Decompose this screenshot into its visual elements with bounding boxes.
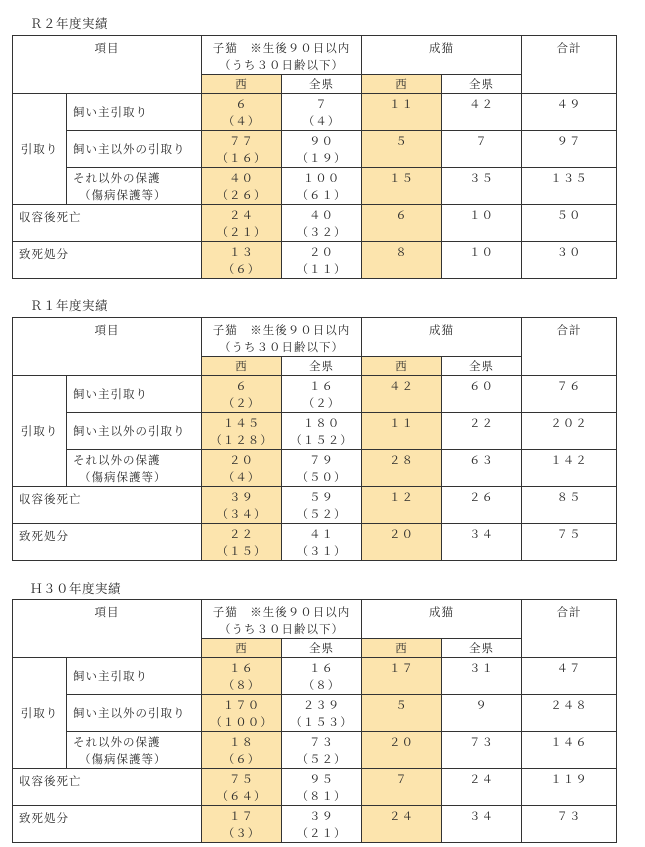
cell-adult-prefecture	[442, 524, 522, 561]
cell-total	[522, 769, 617, 806]
header-kitten-prefecture: 全県	[282, 75, 362, 94]
value-kitten-west-sub: （１５）	[216, 544, 267, 558]
header-kitten-prefecture: 全県	[282, 357, 362, 376]
cell-kitten-west	[202, 487, 282, 524]
value-kitten-west: ７５	[229, 772, 254, 786]
value-total: １１９	[550, 772, 588, 786]
cell-kitten-west	[202, 524, 282, 561]
value-adult-west: １７	[389, 661, 414, 675]
value-adult-west: ４２	[389, 379, 414, 393]
value-kitten-prefecture: ３９	[309, 809, 334, 823]
row-label-euthanasia: 致死処分	[13, 524, 202, 561]
value-kitten-west: ２４	[229, 208, 254, 222]
header-kitten-prefecture: 全県	[282, 639, 362, 658]
value-total: １３５	[550, 171, 588, 185]
table-row	[13, 242, 617, 279]
cell-total	[522, 376, 617, 413]
value-total: ７３	[556, 809, 582, 823]
value-kitten-west: １３	[229, 245, 254, 259]
row-label-other	[67, 168, 202, 205]
cell-kitten-prefecture	[282, 94, 362, 131]
value-adult-west: ５	[395, 698, 408, 712]
row-label-euthanasia: 致死処分	[13, 806, 202, 843]
value-kitten-prefecture-sub: （３１）	[296, 544, 347, 558]
value-adult-prefecture: ９	[475, 698, 488, 712]
value-kitten-west-sub: （１６）	[216, 151, 267, 165]
cell-total	[522, 524, 617, 561]
row-label-non-owner: 飼い主以外の引取り	[67, 695, 202, 732]
cell-total	[522, 205, 617, 242]
group-label: 引取り	[13, 376, 67, 487]
cell-adult-west	[362, 487, 442, 524]
value-total: ４７	[556, 661, 582, 675]
cell-adult-west	[362, 131, 442, 168]
row-label-euthanasia: 致死処分	[13, 242, 202, 279]
value-adult-west: ６	[395, 208, 408, 222]
header-kitten-west: 西	[202, 357, 282, 376]
value-adult-west: １１	[389, 416, 414, 430]
value-adult-west: １５	[389, 171, 414, 185]
cell-kitten-prefecture	[282, 658, 362, 695]
value-kitten-prefecture: １００	[302, 171, 341, 185]
value-kitten-west: ６	[235, 97, 248, 111]
stats-table	[12, 35, 617, 279]
cell-kitten-prefecture	[282, 524, 362, 561]
value-kitten-prefecture-sub: （３２）	[296, 225, 347, 239]
value-total: ４９	[556, 97, 582, 111]
value-total: ２０２	[550, 416, 588, 430]
value-adult-prefecture: ３５	[469, 171, 494, 185]
cell-kitten-prefecture	[282, 487, 362, 524]
value-kitten-prefecture: ２３９	[302, 698, 341, 712]
value-kitten-prefecture: １６	[309, 379, 334, 393]
row-label-owner: 飼い主引取り	[67, 94, 202, 131]
cell-kitten-west	[202, 695, 282, 732]
cell-adult-west	[362, 450, 442, 487]
cell-adult-prefecture	[442, 131, 522, 168]
cell-kitten-prefecture	[282, 806, 362, 843]
cell-adult-prefecture	[442, 205, 522, 242]
header-total: 合計	[522, 36, 617, 94]
value-kitten-prefecture: ９０	[309, 134, 334, 148]
header-kitten-line2: （うち３０日齢以下）	[219, 340, 344, 354]
value-kitten-west: １６	[229, 661, 254, 675]
section-title: Ｒ２年度実績	[30, 16, 109, 31]
header-adult-prefecture: 全県	[442, 639, 522, 658]
table-row	[13, 205, 617, 242]
header-kitten	[202, 36, 362, 75]
group-label: 引取り	[13, 94, 67, 205]
value-adult-prefecture: ３１	[469, 661, 494, 675]
table-row	[13, 524, 617, 561]
value-kitten-west-sub: （１２８）	[210, 433, 273, 447]
cell-kitten-prefecture	[282, 131, 362, 168]
value-kitten-prefecture: ４０	[309, 208, 334, 222]
header-kitten-line1: 子猫 ※生後９０日以内	[212, 323, 351, 337]
cell-kitten-west	[202, 450, 282, 487]
cell-kitten-prefecture	[282, 242, 362, 279]
value-adult-west: １２	[389, 490, 414, 504]
value-kitten-west: ４０	[229, 171, 254, 185]
group-label: 引取り	[13, 658, 67, 769]
row-label-non-owner: 飼い主以外の引取り	[67, 413, 202, 450]
header-adult-west: 西	[362, 75, 442, 94]
value-kitten-west-sub: （３４）	[216, 507, 267, 521]
header-adult-prefecture: 全県	[442, 75, 522, 94]
cell-total	[522, 487, 617, 524]
section-title: Ｈ３０年度実績	[30, 581, 122, 596]
value-kitten-west-sub: （８）	[222, 678, 261, 692]
row-label-death: 収容後死亡	[13, 205, 202, 242]
cell-kitten-prefecture	[282, 413, 362, 450]
section-title: Ｒ１年度実績	[30, 298, 109, 313]
row-label-other-line2: （傷病保護等）	[79, 470, 167, 484]
value-kitten-prefecture: ５９	[309, 490, 334, 504]
cell-adult-west	[362, 695, 442, 732]
cell-kitten-west	[202, 658, 282, 695]
value-total: １４６	[550, 735, 588, 749]
value-kitten-west-sub: （３）	[222, 826, 261, 840]
cell-kitten-west	[202, 94, 282, 131]
value-kitten-west: １７	[229, 809, 254, 823]
row-label-owner: 飼い主引取り	[67, 376, 202, 413]
value-adult-prefecture: １０	[469, 208, 494, 222]
cell-kitten-west	[202, 131, 282, 168]
cell-kitten-west	[202, 376, 282, 413]
value-kitten-prefecture-sub: （５２）	[296, 507, 347, 521]
value-adult-west: ２０	[389, 735, 414, 749]
value-kitten-west-sub: （２）	[222, 396, 261, 410]
cell-adult-west	[362, 376, 442, 413]
value-kitten-prefecture: ４１	[309, 527, 334, 541]
header-kitten-west: 西	[202, 639, 282, 658]
value-total: ８５	[556, 490, 582, 504]
value-adult-west: １１	[389, 97, 414, 111]
value-total: ９７	[556, 134, 582, 148]
table-row	[13, 376, 617, 413]
value-adult-prefecture: ３４	[469, 809, 494, 823]
cell-adult-west	[362, 205, 442, 242]
value-kitten-west: ３９	[229, 490, 254, 504]
row-label-non-owner: 飼い主以外の引取り	[67, 131, 202, 168]
table-row	[13, 94, 617, 131]
row-label-death: 収容後死亡	[13, 769, 202, 806]
value-adult-prefecture: ４２	[469, 97, 494, 111]
value-total: ５０	[556, 208, 582, 222]
table-row	[13, 450, 617, 487]
row-label-other-line1: それ以外の保護	[73, 171, 161, 185]
value-kitten-west-sub: （４）	[222, 470, 261, 484]
cell-adult-west	[362, 168, 442, 205]
value-kitten-prefecture-sub: （１５３）	[290, 715, 353, 729]
cell-adult-west	[362, 94, 442, 131]
table-row	[13, 769, 617, 806]
value-kitten-west-sub: （６）	[222, 262, 261, 276]
cell-total	[522, 450, 617, 487]
value-adult-prefecture: ３４	[469, 527, 494, 541]
value-kitten-prefecture: １６	[309, 661, 334, 675]
cell-kitten-west	[202, 242, 282, 279]
header-adult-prefecture: 全県	[442, 357, 522, 376]
header-kitten	[202, 318, 362, 357]
cell-adult-west	[362, 413, 442, 450]
cell-adult-west	[362, 769, 442, 806]
cell-total	[522, 413, 617, 450]
row-label-other-line1: それ以外の保護	[73, 453, 161, 467]
cell-kitten-west	[202, 168, 282, 205]
cell-adult-prefecture	[442, 376, 522, 413]
value-kitten-prefecture-sub: （４）	[302, 114, 341, 128]
cell-adult-west	[362, 524, 442, 561]
table-row	[13, 168, 617, 205]
value-kitten-west-sub: （２１）	[216, 225, 267, 239]
cell-kitten-prefecture	[282, 695, 362, 732]
cell-kitten-west	[202, 806, 282, 843]
value-adult-prefecture: ２６	[469, 490, 494, 504]
header-adult-west: 西	[362, 639, 442, 658]
header-adult-west: 西	[362, 357, 442, 376]
value-total: ２４８	[550, 698, 588, 712]
cell-adult-prefecture	[442, 487, 522, 524]
value-adult-west: ５	[395, 134, 408, 148]
cell-kitten-west	[202, 732, 282, 769]
cell-adult-west	[362, 242, 442, 279]
value-total: ７５	[556, 527, 582, 541]
cell-adult-prefecture	[442, 806, 522, 843]
cell-kitten-prefecture	[282, 769, 362, 806]
cell-kitten-west	[202, 413, 282, 450]
value-kitten-west-sub: （１００）	[210, 715, 273, 729]
table-row	[13, 695, 617, 732]
cell-total	[522, 242, 617, 279]
row-label-death: 収容後死亡	[13, 487, 202, 524]
value-adult-prefecture: １０	[469, 245, 494, 259]
value-adult-west: ８	[395, 245, 408, 259]
header-kitten-line2: （うち３０日齢以下）	[219, 58, 344, 72]
header-total: 合計	[522, 318, 617, 376]
row-label-other-line1: それ以外の保護	[73, 735, 161, 749]
cell-adult-prefecture	[442, 168, 522, 205]
table-row	[13, 658, 617, 695]
value-kitten-prefecture-sub: （５０）	[296, 470, 347, 484]
value-kitten-west: １７０	[222, 698, 261, 712]
cell-adult-prefecture	[442, 450, 522, 487]
header-adult: 成猫	[362, 36, 522, 75]
value-kitten-west: １８	[229, 735, 254, 749]
header-kitten-line1: 子猫 ※生後９０日以内	[212, 41, 351, 55]
cell-total	[522, 732, 617, 769]
cell-adult-prefecture	[442, 658, 522, 695]
table-row	[13, 487, 617, 524]
cell-adult-prefecture	[442, 94, 522, 131]
header-item: 項目	[13, 600, 202, 658]
cell-kitten-prefecture	[282, 732, 362, 769]
value-kitten-west: ２０	[229, 453, 254, 467]
value-adult-west: ２４	[389, 809, 414, 823]
value-adult-prefecture: ２４	[469, 772, 494, 786]
value-kitten-west-sub: （２６）	[216, 188, 267, 202]
value-kitten-prefecture-sub: （６１）	[296, 188, 347, 202]
header-item: 項目	[13, 318, 202, 376]
cell-adult-prefecture	[442, 769, 522, 806]
cell-kitten-prefecture	[282, 205, 362, 242]
value-adult-west: ２８	[389, 453, 414, 467]
value-kitten-prefecture-sub: （５２）	[296, 752, 347, 766]
header-kitten-line1: 子猫 ※生後９０日以内	[212, 605, 351, 619]
value-total: ７６	[556, 379, 582, 393]
value-kitten-prefecture-sub: （１９）	[296, 151, 347, 165]
cell-adult-prefecture	[442, 242, 522, 279]
value-adult-west: ２０	[389, 527, 414, 541]
value-kitten-prefecture-sub: （２１）	[296, 826, 347, 840]
value-kitten-west-sub: （６４）	[216, 789, 267, 803]
cell-kitten-prefecture	[282, 376, 362, 413]
cell-kitten-prefecture	[282, 450, 362, 487]
cell-total	[522, 806, 617, 843]
value-kitten-prefecture: ７９	[309, 453, 334, 467]
cell-total	[522, 168, 617, 205]
value-kitten-west: ２２	[229, 527, 254, 541]
value-kitten-west: ７７	[229, 134, 254, 148]
value-kitten-west: １４５	[222, 416, 261, 430]
cell-kitten-prefecture	[282, 168, 362, 205]
value-kitten-prefecture: ９５	[309, 772, 334, 786]
header-kitten	[202, 600, 362, 639]
value-kitten-west-sub: （６）	[222, 752, 261, 766]
value-adult-prefecture: ７３	[469, 735, 494, 749]
value-kitten-prefecture: ２０	[309, 245, 334, 259]
value-adult-prefecture: ７	[475, 134, 488, 148]
header-kitten-west: 西	[202, 75, 282, 94]
header-adult: 成猫	[362, 318, 522, 357]
value-kitten-prefecture-sub: （８）	[302, 678, 341, 692]
stats-table	[12, 599, 617, 843]
header-total: 合計	[522, 600, 617, 658]
stats-table	[12, 317, 617, 561]
table-row	[13, 131, 617, 168]
value-adult-prefecture: ２２	[469, 416, 494, 430]
cell-adult-prefecture	[442, 732, 522, 769]
cell-adult-west	[362, 806, 442, 843]
cell-adult-west	[362, 732, 442, 769]
value-kitten-prefecture: ７３	[309, 735, 334, 749]
value-kitten-prefecture-sub: （１１）	[296, 262, 347, 276]
cell-total	[522, 94, 617, 131]
row-label-other-line2: （傷病保護等）	[79, 188, 167, 202]
header-adult: 成猫	[362, 600, 522, 639]
cell-kitten-west	[202, 769, 282, 806]
value-adult-prefecture: ６０	[469, 379, 494, 393]
cell-total	[522, 131, 617, 168]
value-total: ３０	[556, 245, 582, 259]
table-row	[13, 806, 617, 843]
row-label-other-line2: （傷病保護等）	[79, 752, 167, 766]
cell-adult-west	[362, 658, 442, 695]
table-row	[13, 413, 617, 450]
row-label-other	[67, 450, 202, 487]
value-kitten-prefecture-sub: （８１）	[296, 789, 347, 803]
value-kitten-west: ６	[235, 379, 248, 393]
header-item: 項目	[13, 36, 202, 94]
value-kitten-prefecture: １８０	[302, 416, 341, 430]
cell-adult-prefecture	[442, 413, 522, 450]
cell-adult-prefecture	[442, 695, 522, 732]
cell-total	[522, 695, 617, 732]
cell-total	[522, 658, 617, 695]
value-kitten-prefecture-sub: （１５２）	[290, 433, 353, 447]
value-kitten-west-sub: （４）	[222, 114, 261, 128]
row-label-owner: 飼い主引取り	[67, 658, 202, 695]
value-adult-prefecture: ６３	[469, 453, 494, 467]
table-row	[13, 732, 617, 769]
header-kitten-line2: （うち３０日齢以下）	[219, 622, 344, 636]
value-kitten-prefecture: ７	[315, 97, 328, 111]
row-label-other	[67, 732, 202, 769]
value-kitten-prefecture-sub: （２）	[302, 396, 341, 410]
value-adult-west: ７	[395, 772, 408, 786]
cell-kitten-west	[202, 205, 282, 242]
value-total: １４２	[550, 453, 588, 467]
